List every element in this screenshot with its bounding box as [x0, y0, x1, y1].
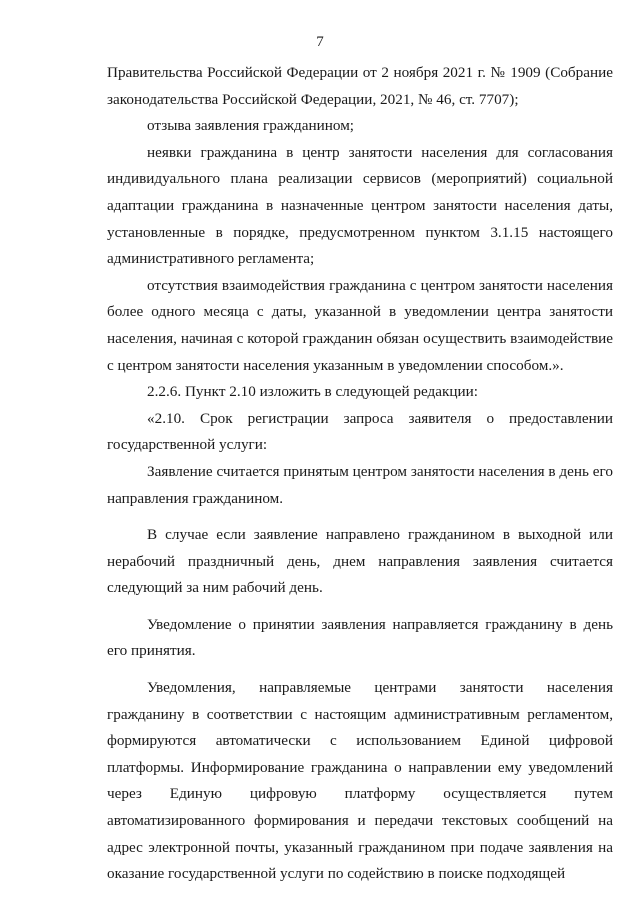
paragraph: Правительства Российской Федерации от 2 ноября 2021 г. № 1909 (Собрание законодательства Российской Федерации, 2021, № 46, ст. 7707); [107, 64, 613, 108]
paragraph: Уведомление о принятии заявления направляется гражданину в день его принятия. [107, 615, 613, 660]
paragraph: неявки гражданина в центр занятости населения для согласования индивидуального плана реализации сервисов (мероприятий) социальной адаптации гражданина в назначенные центром занятости населения даты, установленные в порядке, предусмотренном пунктом 3.1.15 настоящего административного регламента; [107, 143, 613, 268]
paragraph: Заявление считается принятым центром занятости населения в день его направления гражданином. [107, 462, 613, 507]
paragraph: В случае если заявление направлено гражданином в выходной или нерабочий праздничный день, днем направления заявления считается следующий за ним рабочий день. [107, 526, 613, 597]
paragraph: отзыва заявления гражданином; [147, 117, 355, 135]
paragraph: отсутствия взаимодействия гражданина с центром занятости населения более одного месяца с даты, указанной в уведомлении центра занятости населения, начиная с которой гражданин обязан осуществить взаимодействие с центром занятости населения указанным в уведомлении способом.». [107, 276, 613, 374]
page-number: 7 [316, 34, 324, 50]
document-body [107, 60, 613, 888]
paragraph: «2.10. Срок регистрации запроса заявителя о предоставлении государственной услуги: [107, 409, 613, 454]
paragraph: Уведомления, направляемые центрами занятости населения гражданину в соответствии с настоящим административным регламентом, формируются автоматически с использованием Единой цифровой платформы. Информирование гражданина о направлении ему уведомлений через Единую цифровую платформу осуществляется путем автоматизированного формирования и передачи текстовых сообщений на адрес электронной почты, указанный гражданином при подаче заявления на оказание государственной услуги по содействию в поиске подходящей [107, 679, 613, 883]
paragraph: 2.2.6. Пункт 2.10 изложить в следующей редакции: [147, 383, 478, 401]
